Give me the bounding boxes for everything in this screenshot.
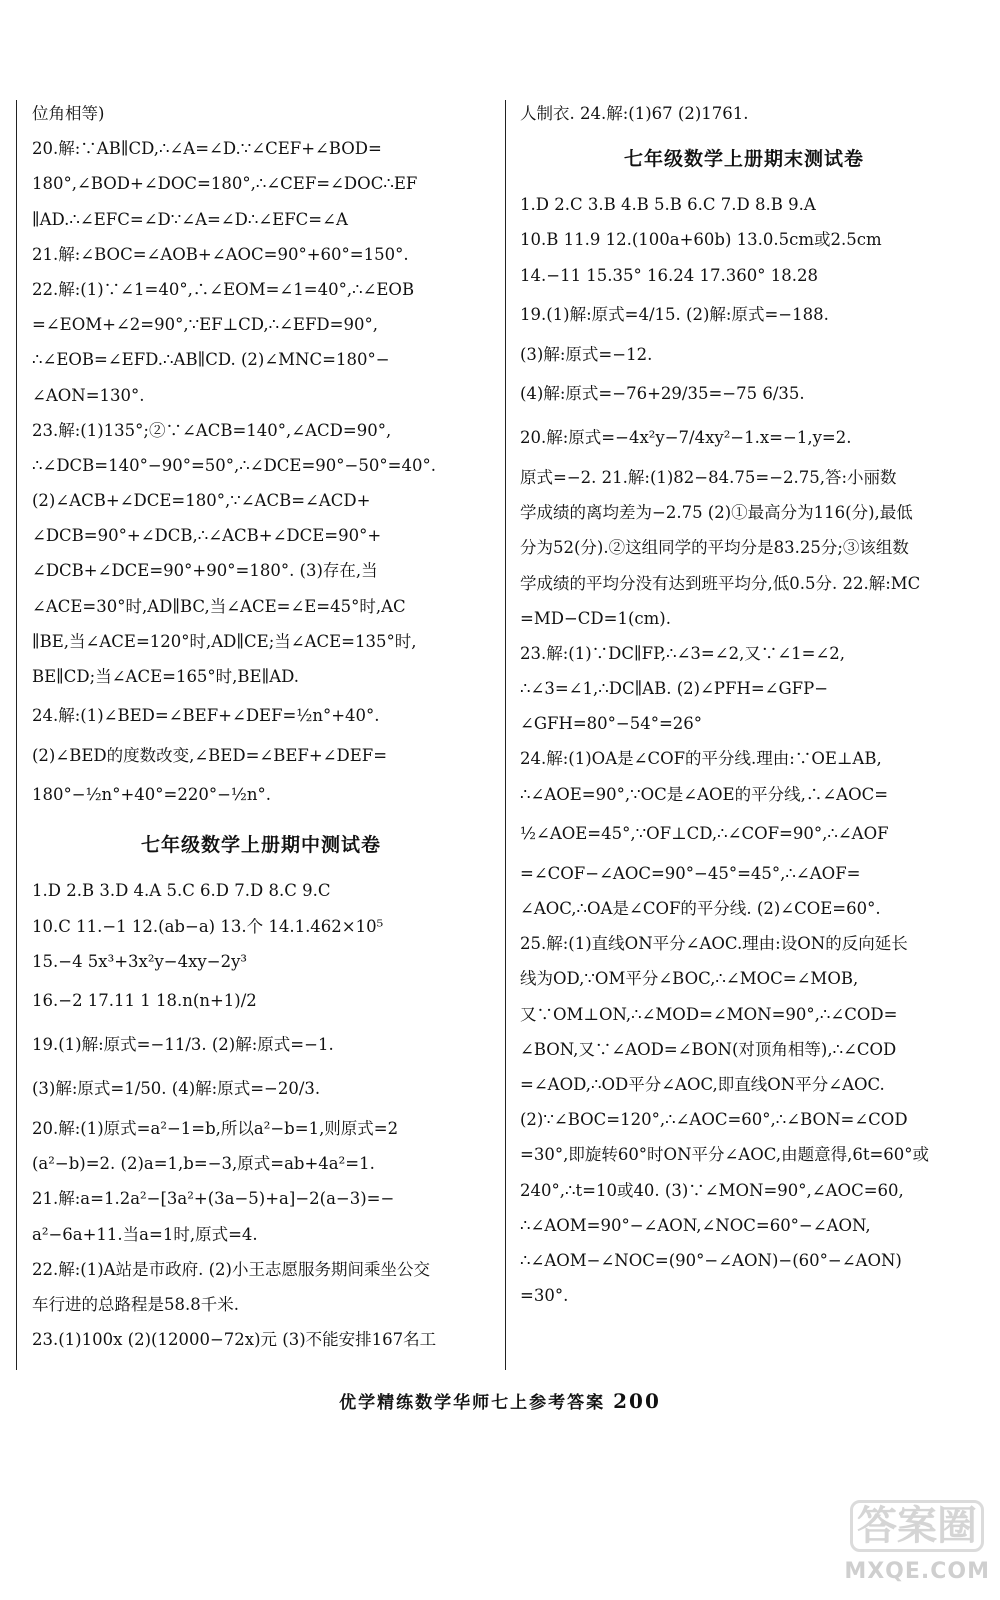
- midterm-answers: [32, 873, 490, 1357]
- answer-line: (a²−b)=2. (2)a=1,b=−3,原式=ab+4a²=1.: [32, 1154, 375, 1174]
- answer-line: 人制衣. 24.解:(1)67 (2)1761.: [520, 104, 749, 123]
- answer-line: =MD−CD=1(cm).: [520, 608, 671, 628]
- answer-line: 23.解:(1)135°;②∵∠ACB=140°,∠ACD=90°,: [32, 420, 392, 440]
- answer-line: 21.解:∠BOC=∠AOB+∠AOC=90°+60°=150°.: [32, 244, 409, 264]
- answer-line: 20.解:∵AB∥CD,∴∠A=∠D.∵∠CEF+∠BOD=: [32, 139, 382, 159]
- answer-line: ∠ACE=30°时,AD∥BC,当∠ACE=∠E=45°时,AC: [32, 596, 406, 616]
- answer-line: 20.解:(1)原式=a²−1=b,所以a²−b=1,则原式=2: [32, 1118, 399, 1138]
- answer-line: 180°,∠BOD+∠DOC=180°,∴∠CEF=∠DOC∴EF: [32, 174, 418, 194]
- answer-line: 又∵OM⊥ON,∴∠MOD=∠MON=90°,∴∠COD=: [520, 1004, 898, 1024]
- answer-line: ∴∠3=∠1,∴DC∥AB. (2)∠PFH=∠GFP−: [520, 679, 829, 699]
- answer-line: =∠COF−∠AOC=90°−45°=45°,∴∠AOF=: [520, 863, 861, 883]
- answer-line: (2)∠BED的度数改变,∠BED=∠BEF+∠DEF=: [32, 746, 388, 766]
- answer-line: =∠EOM+∠2=90°,∵EF⊥CD,∴∠EFD=90°,: [32, 315, 378, 335]
- right-column: [520, 96, 968, 1313]
- answer-line: 16.−2 17.11 1 18.n(n+1)/2: [32, 990, 257, 1010]
- answer-line: =∠AOD,∴OD平分∠AOC,即直线ON平分∠AOC.: [520, 1074, 885, 1094]
- right-answers-continued: [520, 96, 968, 131]
- answer-line: 240°,∴t=10或40. (3)∵∠MON=90°,∠AOC=60,: [520, 1180, 904, 1200]
- answer-line: 25.解:(1)直线ON平分∠AOC.理由:设ON的反向延长: [520, 934, 908, 954]
- answer-line: ∠BON,又∵∠AOD=∠BON(对顶角相等),∴∠COD: [520, 1039, 897, 1059]
- answer-line: 180°−½n°+40°=220°−½n°.: [32, 785, 272, 805]
- answer-line: ∠GFH=80°−54°=26°: [520, 714, 703, 734]
- left-answers-continued: [32, 96, 490, 817]
- final-answers: [520, 187, 968, 1313]
- answer-line: 学成绩的离均差为−2.75 (2)①最高分为116(分),最低: [520, 503, 913, 523]
- answer-line: ∴∠AOM−∠NOC=(90°−∠AON)−(60°−∠AON): [520, 1250, 902, 1270]
- answer-line: 14.−11 15.35° 16.24 17.360° 18.28: [520, 265, 818, 285]
- answer-line: ∴∠EOB=∠EFD.∴AB∥CD. (2)∠MNC=180°−: [32, 350, 390, 370]
- answer-line: 24.解:(1)∠BED=∠BEF+∠DEF=½n°+40°.: [32, 706, 380, 726]
- answer-line: ∠DCB+∠DCE=90°+90°=180°. (3)存在,当: [32, 561, 378, 581]
- answer-line: (2)∵∠BOC=120°,∴∠AOC=60°,∴∠BON=∠COD: [520, 1110, 908, 1130]
- answer-line: 10.C 11.−1 12.(ab−a) 13.个 14.1.462×10⁵: [32, 916, 384, 936]
- answer-line: 23.解:(1)∵DC∥FP,∴∠3=∠2,又∵∠1=∠2,: [520, 643, 846, 663]
- answer-line: 21.解:a=1.2a²−[3a²+(3a−5)+a]−2(a−3)=−: [32, 1189, 395, 1209]
- answer-line: 位角相等): [32, 104, 105, 123]
- answer-line: 原式=−2. 21.解:(1)82−84.75=−2.75,答:小丽数: [520, 467, 897, 487]
- footer-title: 优学精练数学华师七上参考答案: [339, 1393, 606, 1413]
- answer-line: (3)解:原式=1/50. (4)解:原式=−20/3.: [32, 1078, 321, 1098]
- answer-line: (2)∠ACB+∠DCE=180°,∵∠ACB=∠ACD+: [32, 491, 371, 511]
- left-column: [32, 96, 490, 1357]
- answer-line: ∥AD.∴∠EFC=∠D∵∠A=∠D∴∠EFC=∠A: [32, 209, 348, 229]
- watermark-logo: 答案圈: [850, 1500, 984, 1552]
- answer-line: ∠AON=130°.: [32, 385, 145, 405]
- page-number: 200: [613, 1389, 661, 1413]
- answer-line: 线为OD,∵OM平分∠BOC,∴∠MOC=∠MOB,: [520, 969, 859, 989]
- answer-line: 19.(1)解:原式=−11/3. (2)解:原式=−1.: [32, 1034, 334, 1054]
- answer-line: 20.解:原式=−4x²y−7/4xy²−1.x=−1,y=2.: [520, 427, 852, 447]
- answer-line: 分为52(分).②这组同学的平均分是83.25分;③该组数: [520, 538, 909, 558]
- answer-line: ½∠AOE=45°,∵OF⊥CD,∴∠COF=90°,∴∠AOF: [520, 823, 889, 843]
- midterm-heading: 七年级数学上册期中测试卷: [140, 834, 381, 857]
- answer-line: ∠DCB=90°+∠DCB,∴∠ACB+∠DCE=90°+: [32, 526, 382, 546]
- answer-line: 学成绩的平均分没有达到班平均分,低0.5分. 22.解:MC: [520, 573, 921, 593]
- answer-line: ∥BE,当∠ACE=120°时,AD∥CE;当∠ACE=135°时,: [32, 631, 417, 651]
- answer-line: =30°,即旋转60°时ON平分∠AOC,由题意得,6t=60°或: [520, 1145, 930, 1165]
- answer-line: =30°.: [520, 1286, 569, 1306]
- answer-line: 1.D 2.C 3.B 4.B 5.B 6.C 7.D 8.B 9.A: [520, 195, 816, 215]
- answer-line: (3)解:原式=−12.: [520, 344, 653, 364]
- answer-line: 车行进的总路程是58.8千米.: [32, 1294, 239, 1314]
- answer-line: a²−6a+11.当a=1时,原式=4.: [32, 1224, 258, 1244]
- answer-line: 24.解:(1)OA是∠COF的平分线.理由:∵OE⊥AB,: [520, 749, 882, 769]
- page-footer: [0, 1388, 1000, 1413]
- answer-line: ∠AOC,∴OA是∠COF的平分线. (2)∠COE=60°.: [520, 899, 881, 918]
- answer-line: 1.D 2.B 3.D 4.A 5.C 6.D 7.D 8.C 9.C: [32, 881, 331, 901]
- answer-line: 10.B 11.9 12.(100a+60b) 13.0.5cm或2.5cm: [520, 230, 882, 250]
- answer-line: ∴∠DCB=140°−90°=50°,∴∠DCE=90°−50°=40°.: [32, 455, 436, 475]
- answer-line: 19.(1)解:原式=4/15. (2)解:原式=−188.: [520, 304, 829, 324]
- final-heading: 七年级数学上册期末测试卷: [623, 148, 864, 171]
- answer-line: BE∥CD;当∠ACE=165°时,BE∥AD.: [32, 667, 300, 686]
- column-divider: [505, 100, 506, 1370]
- watermark: [800, 1500, 990, 1590]
- answer-line: ∴∠AOE=90°,∵OC是∠AOE的平分线,∴∠AOC=: [520, 784, 889, 804]
- answer-line: 22.解:(1)∵∠1=40°,∴∠EOM=∠1=40°,∴∠EOB: [32, 279, 415, 299]
- answer-line: 23.(1)100x (2)(12000−72x)元 (3)不能安排167名工: [32, 1330, 437, 1350]
- left-margin-rule: [16, 100, 17, 1370]
- watermark-site: MXQE.COM: [844, 1559, 990, 1584]
- answer-line: ∴∠AOM=90°−∠AON,∠NOC=60°−∠AON,: [520, 1215, 871, 1235]
- answer-line: 15.−4 5x³+3x²y−4xy−2y³: [32, 951, 247, 971]
- answer-line: 22.解:(1)A站是市政府. (2)小王志愿服务期间乘坐公交: [32, 1259, 430, 1279]
- answer-line: (4)解:原式=−76+29/35=−75 6/35.: [520, 383, 805, 403]
